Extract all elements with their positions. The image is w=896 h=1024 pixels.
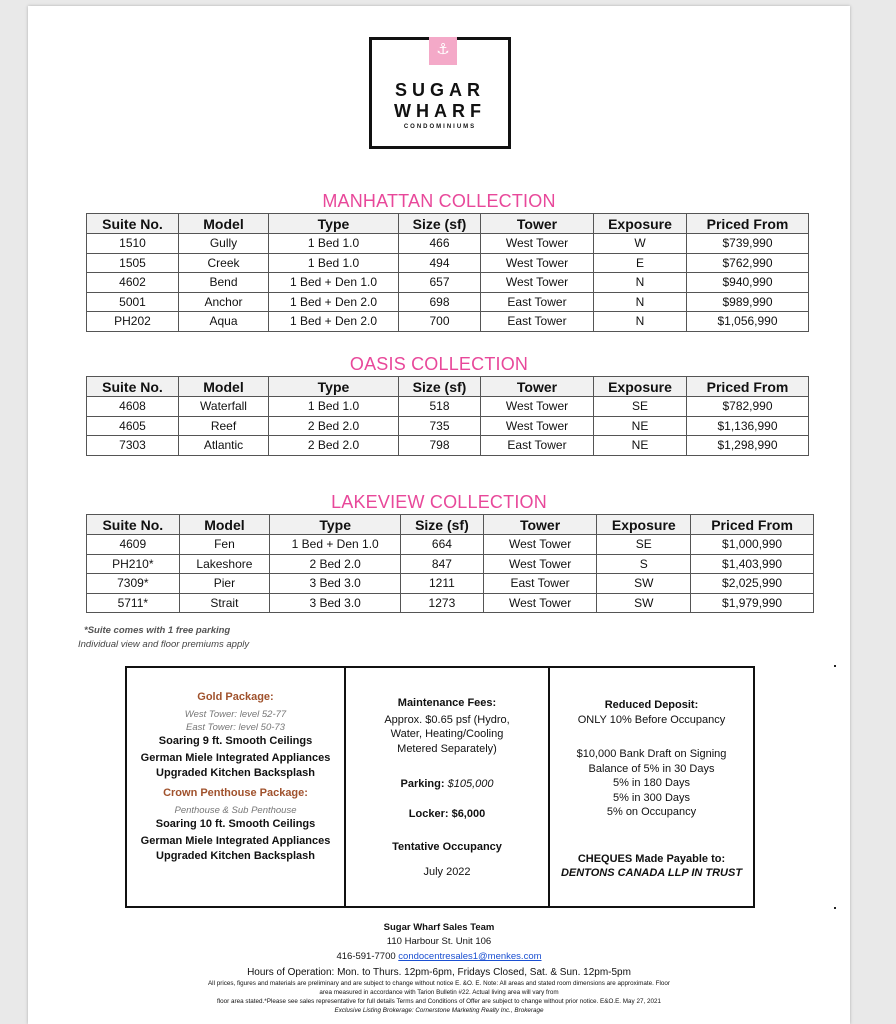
deposit-line-4: 5% in 300 Days xyxy=(612,791,691,804)
package-box xyxy=(125,666,755,908)
crown-package-title: Crown Penthouse Package: xyxy=(163,787,308,799)
deposit-line-3: 5% in 180 Days xyxy=(612,777,691,789)
deposit-column xyxy=(550,668,753,906)
cell-tower: West Tower xyxy=(481,416,594,436)
table-row xyxy=(87,292,809,312)
cell-type: 1 Bed 1.0 xyxy=(269,397,399,417)
cell-exposure: W xyxy=(594,234,687,254)
cell-model: Bend xyxy=(179,273,269,293)
cheques-payee: DENTONS CANADA LLP IN TRUST xyxy=(560,867,743,879)
cell-suite-no: 7309* xyxy=(87,574,180,594)
gold-feature-ceilings: Soaring 9 ft. Smooth Ceilings xyxy=(158,734,313,747)
crown-package-sub: Penthouse & Sub Penthouse xyxy=(174,804,297,816)
cell-exposure: S xyxy=(597,554,691,574)
table-row xyxy=(87,312,809,332)
cell-exposure: N xyxy=(594,292,687,312)
table-header-row xyxy=(87,377,809,397)
column-header-priced-from: Priced From xyxy=(687,214,809,234)
cell-priced-from: $1,056,990 xyxy=(687,312,809,332)
column-header-tower: Tower xyxy=(483,515,597,535)
cheques-title: CHEQUES Made Payable to: xyxy=(577,852,726,865)
deposit-line-1: $10,000 Bank Draft on Signing xyxy=(576,748,727,760)
maintenance-line-2: Water, Heating/Cooling xyxy=(390,728,504,740)
cell-size: 518 xyxy=(399,397,481,417)
premium-note: Individual view and floor premiums apply xyxy=(78,639,250,650)
cell-suite-no: 5001 xyxy=(87,292,179,312)
disclaimer-line-1: All prices, figures and materials are preliminary and are subject to change without notice E. &O. E. Note: All areas and stated room dimensions are approximate. Floor xyxy=(207,980,670,987)
cell-suite-no: 5711* xyxy=(87,593,180,613)
cell-model: Atlantic xyxy=(179,436,269,456)
column-header-size: Size (sf) xyxy=(399,214,481,234)
gold-feature-appliances: German Miele Integrated Appliances xyxy=(140,752,331,764)
manhattan-table xyxy=(86,213,809,332)
cell-model: Pier xyxy=(179,574,270,594)
cell-type: 1 Bed + Den 2.0 xyxy=(269,312,399,332)
cell-priced-from: $1,979,990 xyxy=(691,593,814,613)
cell-suite-no: PH210* xyxy=(87,554,180,574)
cell-model: Fen xyxy=(179,535,270,555)
cell-tower: West Tower xyxy=(481,253,594,273)
column-header-model: Model xyxy=(179,214,269,234)
column-header-tower: Tower xyxy=(481,214,594,234)
collection-title-lakeview: LAKEVIEW COLLECTION xyxy=(331,492,547,512)
oasis-table xyxy=(86,376,809,456)
cell-priced-from: $1,298,990 xyxy=(687,436,809,456)
maintenance-line-3: Metered Separately) xyxy=(397,742,497,755)
table-row xyxy=(87,273,809,293)
cell-tower: West Tower xyxy=(481,234,594,254)
cell-priced-from: $940,990 xyxy=(687,273,809,293)
locker-label: Locker: $6,000 xyxy=(408,807,486,820)
cell-type: 2 Bed 2.0 xyxy=(269,416,399,436)
cell-exposure: SE xyxy=(597,535,691,555)
gold-east-levels: East Tower: level 50-73 xyxy=(186,721,285,733)
cell-priced-from: $1,403,990 xyxy=(691,554,814,574)
column-header-exposure: Exposure xyxy=(594,214,687,234)
cell-type: 1 Bed + Den 2.0 xyxy=(269,292,399,312)
cell-model: Reef xyxy=(179,416,269,436)
table-row xyxy=(87,416,809,436)
column-header-suite-no: Suite No. xyxy=(87,214,179,234)
sugar-wharf-logo xyxy=(369,37,511,149)
cell-suite-no: 4605 xyxy=(87,416,179,436)
cell-type: 1 Bed 1.0 xyxy=(269,253,399,273)
table-row xyxy=(87,436,809,456)
cell-type: 2 Bed 2.0 xyxy=(269,436,399,456)
cell-type: 1 Bed 1.0 xyxy=(269,234,399,254)
column-header-suite-no: Suite No. xyxy=(87,377,179,397)
parking-note: *Suite comes with 1 free parking xyxy=(84,625,231,636)
cell-suite-no: 1505 xyxy=(87,253,179,273)
cell-priced-from: $2,025,990 xyxy=(691,574,814,594)
cell-type: 3 Bed 3.0 xyxy=(270,574,401,594)
notes xyxy=(78,624,249,652)
crown-feature-appliances: German Miele Integrated Appliances xyxy=(140,835,331,847)
price-sheet xyxy=(28,6,850,1024)
cell-model: Aqua xyxy=(179,312,269,332)
cell-size: 657 xyxy=(399,273,481,293)
scan-dot xyxy=(834,907,836,909)
crown-feature-backsplash: Upgraded Kitchen Backsplash xyxy=(156,849,315,862)
cell-priced-from: $1,136,990 xyxy=(687,416,809,436)
disclaimer-line-3: floor area stated.*Please see sales representative for full details Terms and Conditions of Offer are subject to change without prior notice. E&O.E. May 27, 2021 xyxy=(217,998,661,1005)
cell-tower: West Tower xyxy=(483,535,597,555)
cell-tower: East Tower xyxy=(481,436,594,456)
cell-size: 1273 xyxy=(401,593,484,613)
table-row xyxy=(87,535,814,555)
table-row xyxy=(87,593,814,613)
column-header-exposure: Exposure xyxy=(594,377,687,397)
collection-title-manhattan: MANHATTAN COLLECTION xyxy=(322,191,556,211)
cell-priced-from: $989,990 xyxy=(687,292,809,312)
cell-tower: East Tower xyxy=(481,312,594,332)
column-header-exposure: Exposure xyxy=(597,515,691,535)
cell-size: 798 xyxy=(399,436,481,456)
cell-suite-no: 4608 xyxy=(87,397,179,417)
cell-exposure: SW xyxy=(597,593,691,613)
cell-exposure: SW xyxy=(597,574,691,594)
hours-of-operation: Hours of Operation: Mon. to Thurs. 12pm-6pm, Fridays Closed, Sat. & Sun. 12pm-5pm xyxy=(247,966,631,978)
cell-exposure: E xyxy=(594,253,687,273)
phone-number: 416-591-7700 xyxy=(336,951,396,962)
maintenance-line-1: Approx. $0.65 psf (Hydro, xyxy=(384,713,510,726)
logo-line-wharf: WHARF xyxy=(394,101,486,121)
column-header-tower: Tower xyxy=(481,377,594,397)
column-header-size: Size (sf) xyxy=(399,377,481,397)
fees-column xyxy=(346,668,550,906)
cell-exposure: SE xyxy=(594,397,687,417)
column-header-priced-from: Priced From xyxy=(687,377,809,397)
column-header-model: Model xyxy=(179,515,270,535)
cell-tower: East Tower xyxy=(483,574,597,594)
cell-size: 494 xyxy=(399,253,481,273)
column-header-suite-no: Suite No. xyxy=(87,515,180,535)
column-header-type: Type xyxy=(269,377,399,397)
cell-size: 700 xyxy=(399,312,481,332)
occupancy-value: July 2022 xyxy=(423,865,471,878)
cell-size: 847 xyxy=(401,554,484,574)
cell-priced-from: $1,000,990 xyxy=(691,535,814,555)
cell-exposure: NE xyxy=(594,416,687,436)
logo-line-condominiums: CONDOMINIUMS xyxy=(403,124,477,130)
cell-tower: East Tower xyxy=(481,292,594,312)
cell-priced-from: $739,990 xyxy=(687,234,809,254)
column-header-type: Type xyxy=(270,515,401,535)
cell-exposure: N xyxy=(594,273,687,293)
cell-priced-from: $782,990 xyxy=(687,397,809,417)
deposit-line-2: Balance of 5% in 30 Days xyxy=(588,762,715,775)
gold-package-title: Gold Package: xyxy=(197,691,274,703)
brokerage-line: Exclusive Listing Brokerage: Cornerstone Marketing Realty Inc., Brokerage xyxy=(334,1007,544,1014)
disclaimer-line-2: area measured in accordance with Tarion Bulletin #22. Actual living area will vary from xyxy=(319,989,559,996)
scan-dot xyxy=(834,665,836,667)
footer xyxy=(28,921,850,1015)
cell-suite-no: PH202 xyxy=(87,312,179,332)
table-row xyxy=(87,574,814,594)
gold-west-levels: West Tower: level 52-77 xyxy=(184,708,287,720)
collection-title-oasis: OASIS COLLECTION xyxy=(349,354,529,374)
sales-team: Sugar Wharf Sales Team xyxy=(383,922,495,933)
cell-exposure: NE xyxy=(594,436,687,456)
cell-model: Lakeshore xyxy=(179,554,270,574)
deposit-subtitle: ONLY 10% Before Occupancy xyxy=(577,713,726,726)
maintenance-fees-title: Maintenance Fees: xyxy=(397,697,497,709)
cell-type: 2 Bed 2.0 xyxy=(270,554,401,574)
cell-size: 735 xyxy=(399,416,481,436)
anchor-icon: ⚓ xyxy=(429,37,457,65)
cell-tower: West Tower xyxy=(483,554,597,574)
crown-feature-ceilings: Soaring 10 ft. Smooth Ceilings xyxy=(155,817,316,830)
column-header-type: Type xyxy=(269,214,399,234)
cell-suite-no: 4602 xyxy=(87,273,179,293)
contact-line xyxy=(28,950,850,964)
deposit-line-5: 5% on Occupancy xyxy=(606,806,697,818)
cell-type: 1 Bed + Den 1.0 xyxy=(269,273,399,293)
cell-model: Anchor xyxy=(179,292,269,312)
cell-model: Strait xyxy=(179,593,270,613)
cell-suite-no: 7303 xyxy=(87,436,179,456)
cell-model: Creek xyxy=(179,253,269,273)
column-header-size: Size (sf) xyxy=(401,515,484,535)
locker-price xyxy=(346,807,548,822)
cell-model: Waterfall xyxy=(179,397,269,417)
lakeview-table xyxy=(86,514,814,613)
email-link[interactable]: condocentresales1@menkes.com xyxy=(398,951,542,962)
cell-suite-no: 1510 xyxy=(87,234,179,254)
cell-priced-from: $762,990 xyxy=(687,253,809,273)
cell-size: 1211 xyxy=(401,574,484,594)
cell-size: 466 xyxy=(399,234,481,254)
cell-suite-no: 4609 xyxy=(87,535,180,555)
table-row xyxy=(87,554,814,574)
parking-label: Parking: xyxy=(400,778,445,790)
table-row xyxy=(87,234,809,254)
logo-line-sugar: SUGAR xyxy=(394,80,485,100)
cell-size: 698 xyxy=(399,292,481,312)
cell-size: 664 xyxy=(401,535,484,555)
table-header-row xyxy=(87,214,809,234)
table-row xyxy=(87,397,809,417)
table-header-row xyxy=(87,515,814,535)
cell-tower: West Tower xyxy=(481,397,594,417)
packages-column xyxy=(127,668,346,906)
parking-value: $105,000 xyxy=(447,778,494,790)
cell-type: 1 Bed + Den 1.0 xyxy=(270,535,401,555)
parking-price xyxy=(346,777,548,792)
deposit-title: Reduced Deposit: xyxy=(604,699,699,711)
occupancy-title: Tentative Occupancy xyxy=(392,841,502,853)
column-header-priced-from: Priced From xyxy=(691,515,814,535)
cell-type: 3 Bed 3.0 xyxy=(270,593,401,613)
cell-model: Gully xyxy=(179,234,269,254)
cell-exposure: N xyxy=(594,312,687,332)
column-header-model: Model xyxy=(179,377,269,397)
cell-tower: West Tower xyxy=(481,273,594,293)
table-row xyxy=(87,253,809,273)
gold-feature-backsplash: Upgraded Kitchen Backsplash xyxy=(156,766,315,779)
sales-address: 110 Harbour St. Unit 106 xyxy=(386,935,492,947)
cell-tower: West Tower xyxy=(483,593,597,613)
